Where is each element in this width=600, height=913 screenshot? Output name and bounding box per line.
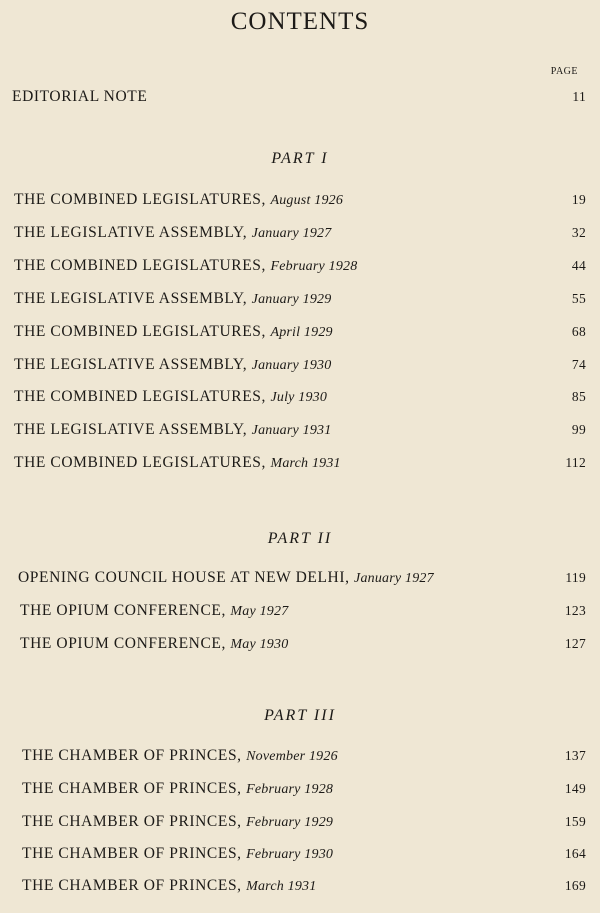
toc-entry-label: OPENING COUNCIL HOUSE AT NEW DELHI,: [18, 569, 350, 586]
toc-entry-page: 149: [564, 781, 586, 796]
toc-entry-label: THE CHAMBER OF PRINCES,: [22, 877, 242, 894]
toc-entry-page: 164: [564, 846, 586, 861]
toc-entry[interactable]: [22, 776, 333, 802]
toc-entry-page: 127: [564, 636, 586, 651]
toc-entry-page: 11: [572, 89, 586, 104]
toc-entry-date: March 1931: [270, 456, 341, 471]
toc-entry-label: THE LEGISLATIVE ASSEMBLY,: [14, 224, 248, 241]
toc-entry[interactable]: [14, 417, 331, 443]
page-column-label: PAGE: [550, 66, 578, 77]
toc-entry-date: January 1930: [251, 358, 332, 373]
toc-entry[interactable]: [14, 187, 343, 213]
toc-entry-date: April 1929: [270, 325, 333, 340]
toc-entry[interactable]: [14, 450, 341, 476]
toc-entry[interactable]: [14, 220, 331, 246]
toc-entry[interactable]: [22, 841, 333, 867]
toc-entry-date: January 1927: [251, 226, 332, 241]
toc-entry[interactable]: [14, 319, 333, 345]
toc-entry-page: 32: [571, 225, 586, 240]
toc-entry-date: November 1926: [246, 749, 338, 764]
toc-entry-date: February 1928: [246, 782, 334, 797]
part-heading: PART II: [267, 530, 333, 547]
page-title: CONTENTS: [230, 8, 370, 35]
toc-entry-date: March 1931: [246, 879, 317, 894]
toc-entry[interactable]: [14, 352, 331, 378]
toc-entry-date: February 1928: [270, 259, 358, 274]
toc-entry-page: 85: [571, 389, 586, 404]
toc-entry-date: February 1930: [246, 847, 334, 862]
toc-entry-label: THE CHAMBER OF PRINCES,: [22, 845, 242, 862]
toc-entry-label: THE CHAMBER OF PRINCES,: [22, 780, 242, 797]
toc-entry-label: THE OPIUM CONFERENCE,: [20, 635, 226, 652]
toc-entry-page: 112: [565, 455, 586, 470]
toc-entry-page: 55: [571, 291, 586, 306]
toc-entry-label: THE COMBINED LEGISLATURES,: [14, 257, 266, 274]
toc-entry[interactable]: [14, 384, 327, 410]
toc-entry-date: January 1927: [354, 571, 434, 586]
toc-entry-page: 74: [571, 357, 586, 372]
toc-entry[interactable]: [20, 598, 288, 624]
toc-entry[interactable]: [14, 286, 331, 312]
toc-entry-label: THE COMBINED LEGISLATURES,: [14, 388, 266, 405]
toc-entry-date: May 1930: [230, 637, 289, 652]
toc-entry-label: THE LEGISLATIVE ASSEMBLY,: [14, 421, 248, 438]
toc-entry[interactable]: [18, 565, 434, 591]
toc-entry-label: EDITORIAL NOTE: [12, 88, 148, 105]
toc-entry-label: THE OPIUM CONFERENCE,: [20, 602, 226, 619]
toc-entry-page: 68: [571, 324, 586, 339]
toc-entry-date: January 1929: [251, 292, 332, 307]
toc-entry[interactable]: [22, 809, 333, 835]
toc-entry-page: 119: [565, 570, 586, 585]
toc-entry[interactable]: [20, 631, 288, 657]
toc-entry-date: August 1926: [270, 193, 344, 208]
toc-entry-label: THE CHAMBER OF PRINCES,: [22, 813, 242, 830]
toc-entry-date: July 1930: [270, 390, 328, 405]
toc-entry-label: THE LEGISLATIVE ASSEMBLY,: [14, 290, 248, 307]
toc-entry-date: May 1927: [230, 604, 289, 619]
toc-entry-page: 44: [571, 258, 586, 273]
toc-entry-label: THE LEGISLATIVE ASSEMBLY,: [14, 356, 248, 373]
toc-entry-page: 159: [564, 814, 586, 829]
part-heading: PART III: [264, 707, 336, 724]
toc-entry-date: January 1931: [251, 423, 332, 438]
toc-entry-page: 169: [564, 878, 586, 893]
part-heading: PART I: [271, 150, 329, 167]
toc-entry-editorial-note[interactable]: [12, 84, 147, 110]
toc-entry-page: 137: [564, 748, 586, 763]
toc-entry-label: THE COMBINED LEGISLATURES,: [14, 454, 266, 471]
toc-entry-page: 19: [571, 192, 586, 207]
toc-entry-page: 99: [571, 422, 586, 437]
toc-entry-label: THE COMBINED LEGISLATURES,: [14, 323, 266, 340]
toc-entry-page: 123: [564, 603, 586, 618]
toc-entry[interactable]: [22, 743, 338, 769]
toc-entry-date: February 1929: [246, 815, 334, 830]
toc-entry[interactable]: [14, 253, 357, 279]
toc-entry[interactable]: [22, 873, 316, 899]
toc-entry-label: THE COMBINED LEGISLATURES,: [14, 191, 266, 208]
toc-entry-label: THE CHAMBER OF PRINCES,: [22, 747, 242, 764]
